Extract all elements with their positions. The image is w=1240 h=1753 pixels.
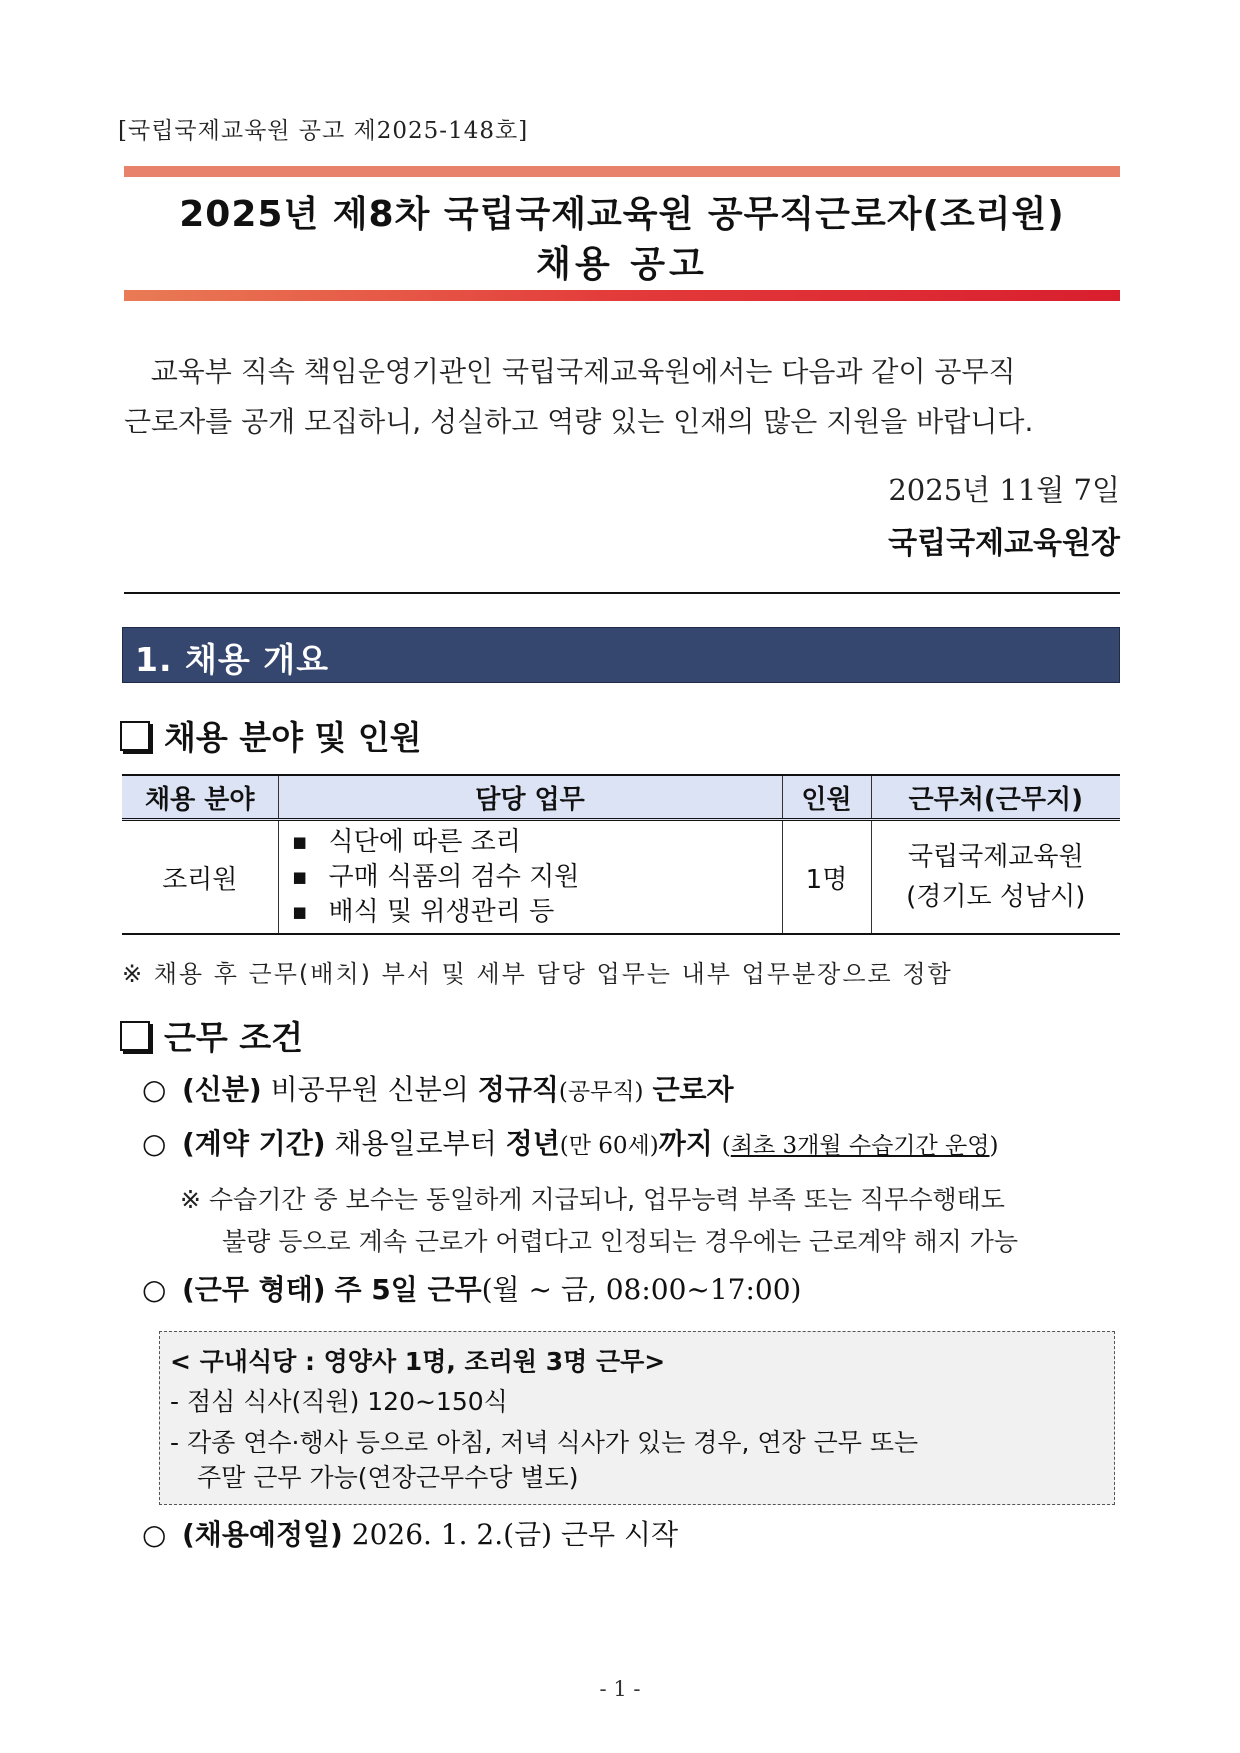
- page-number: - 1 -: [599, 1677, 641, 1701]
- probation-note-line2: 불량 등으로 계속 근로가 어렵다고 인정되는 경우에는 근로계약 해지 가능: [222, 1227, 1019, 1256]
- announcement-date: 2025년 11월 7일: [888, 473, 1120, 507]
- circle-bullet-icon: ○: [142, 1518, 167, 1551]
- probation-period-underlined: 최초 3개월 수습기간 운영: [730, 1133, 990, 1159]
- condition-status: ○ (신분) 비공무원 신분의 정규직(공무직) 근로자: [142, 1073, 734, 1106]
- list-item: ■ 구매 식품의 검수 지원: [293, 860, 782, 895]
- recruitment-table: [122, 774, 1120, 935]
- table-footnote: ※ 채용 후 근무(배치) 부서 및 세부 담당 업무는 내부 업무분장으로 정함: [122, 960, 953, 988]
- workplace-name: 국립국제교육원: [907, 842, 1084, 872]
- section-title: 1. 채용 개요: [135, 640, 329, 679]
- circle-bullet-icon: ○: [142, 1073, 167, 1106]
- header-workplace: 근무처(근무지): [871, 775, 1120, 820]
- section-header-recruitment-overview: [122, 627, 1120, 683]
- issuing-organization: 국립국제교육원장: [888, 526, 1120, 561]
- page-title: 2025년 제8차 국립국제교육원 공무직근로자(조리원): [179, 194, 1065, 235]
- title-bottom-bar: [124, 290, 1120, 301]
- cell-workplace: [871, 820, 1120, 935]
- table-header-row: [122, 775, 1120, 820]
- table-row: [122, 820, 1120, 935]
- condition-contract-period: ○ (계약 기간) 채용일로부터 정년(만 60세)까지 (최초 3개월 수습기간 운영): [142, 1127, 999, 1160]
- subheading-field-and-count: 채용 분야 및 인원: [120, 712, 422, 759]
- list-item: ■ 식단에 따른 조리: [293, 825, 782, 860]
- circle-bullet-icon: ○: [142, 1273, 167, 1306]
- notice-number: [국립국제교육원 공고 제2025-148호]: [118, 118, 529, 144]
- checkbox-icon: [120, 721, 150, 751]
- subheading-work-conditions: 근무 조건: [120, 1012, 303, 1059]
- divider-rule: [124, 592, 1120, 594]
- workplace-location: (경기도 성남시): [906, 882, 1086, 912]
- box-line-weekend: 주말 근무 가능(연장근무수당 별도): [197, 1463, 579, 1492]
- header-field: 채용 분야: [122, 775, 278, 820]
- box-line-lunch: - 점심 식사(직원) 120~150식: [170, 1387, 508, 1416]
- cell-duties: [278, 820, 782, 935]
- probation-note-line1: ※ 수습기간 중 보수는 동일하게 지급되나, 업무능력 부족 또는 직무수행태도: [180, 1185, 1005, 1214]
- condition-start-date: ○ (채용예정일) 2026. 1. 2.(금) 근무 시작: [142, 1518, 679, 1551]
- list-item: ■ 배식 및 위생관리 등: [293, 895, 782, 930]
- cell-count: 1명: [782, 820, 871, 935]
- cafeteria-info-box: [159, 1331, 1115, 1505]
- box-line-staff: < 구내식당 : 영양사 1명, 조리원 3명 근무>: [170, 1347, 666, 1376]
- header-duties: 담당 업무: [278, 775, 782, 820]
- cell-field: 조리원: [122, 820, 278, 935]
- box-line-overtime: - 각종 연수·행사 등으로 아침, 저녁 식사가 있는 경우, 연장 근무 또는: [170, 1428, 919, 1457]
- header-count: 인원: [782, 775, 871, 820]
- page-title-line2: 채용 공고: [536, 244, 708, 285]
- intro-paragraph-line1: 교육부 직속 책임운영기관인 국립국제교육원에서는 다음과 같이 공무직: [150, 355, 1016, 388]
- condition-work-type: ○ (근무 형태) 주 5일 근무(월 ~ 금, 08:00~17:00): [142, 1273, 802, 1306]
- intro-paragraph-line2: 근로자를 공개 모집하니, 성실하고 역량 있는 인재의 많은 지원을 바랍니다.: [124, 405, 1034, 438]
- circle-bullet-icon: ○: [142, 1127, 167, 1160]
- title-top-bar: [124, 166, 1120, 177]
- duty-list: [279, 825, 782, 930]
- checkbox-icon: [120, 1021, 150, 1051]
